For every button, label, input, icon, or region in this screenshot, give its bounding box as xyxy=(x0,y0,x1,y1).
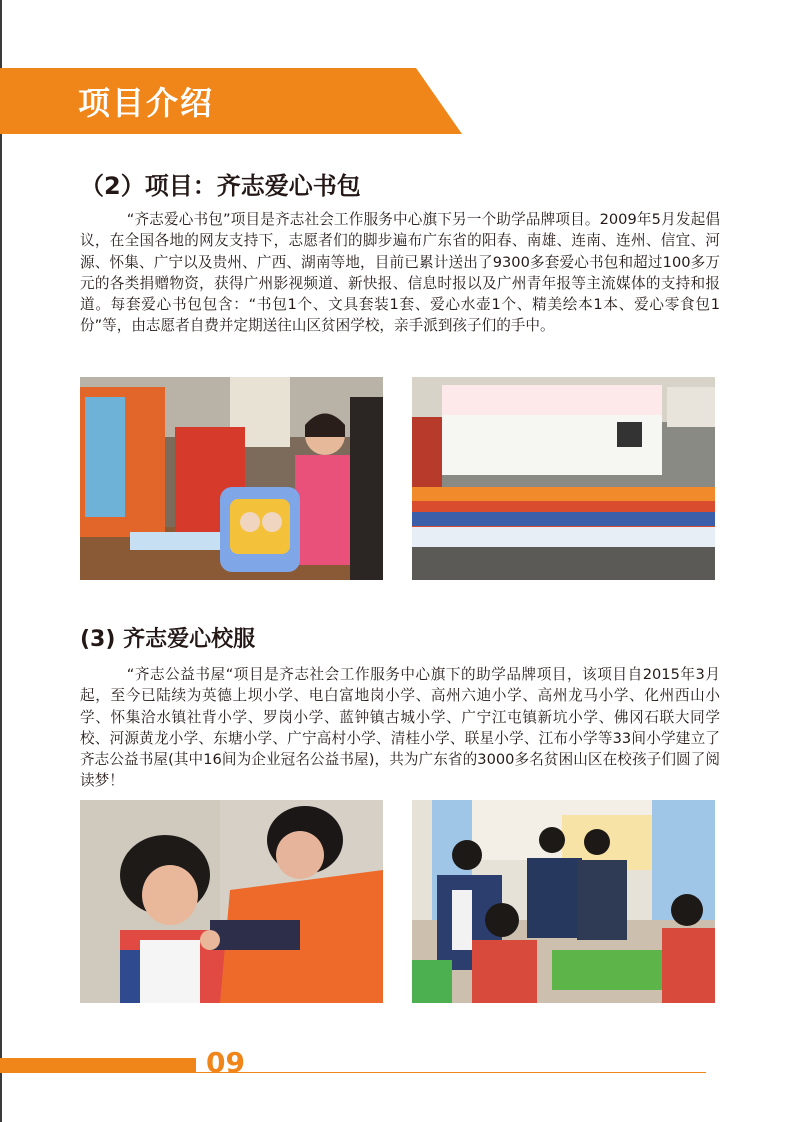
header-banner xyxy=(0,68,462,134)
page-title: 项目介绍 xyxy=(78,84,215,122)
footer-bar xyxy=(0,1058,196,1073)
photo-classroom-children xyxy=(412,800,715,1003)
page-left-rule xyxy=(0,0,2,1122)
footer-rule xyxy=(196,1072,706,1073)
section-title-uniform: (3) 齐志爱心校服 xyxy=(80,627,256,652)
banner-shape xyxy=(0,68,462,134)
section-body-backpack: “齐志爱心书包”项目是齐志社会工作服务中心旗下另一个助学品牌项目。2009年5月发起倡议，在全国各地的网友支持下，志愿者们的脚步遍布广东省的阳春、南雄、连南、连州、信宜、河源、怀集、广宁以及贵州、广西、湖南等地，目前已累计送出了9300多套爱心书包和超过100多万元的各类捐赠物资，获得广州影视频道、新快报、信息时报以及广州青年报等主流媒体的支持和报道。每套爱心书包包含：“书包1个、文具套装1套、爱心水壶1个、精美绘本1本、爱心零食包1份”等，由志愿者自费并定期送往山区贫困学校，亲手派到孩子们的手中。 xyxy=(80,211,720,335)
photo-volunteers-backpack xyxy=(80,377,383,580)
page-number: 09 xyxy=(206,1046,245,1079)
section-body-uniform: “齐志公益书屋“项目是齐志社会工作服务中心旗下的助学品牌项目，该项目自2015年3月起，至今已陆续为英德上坝小学、电白富地岗小学、高州六迪小学、高州龙马小学、化州西山小学、怀集洽水镇社背小学、罗岗小学、蓝钟镇古城小学、广宁江屯镇新坑小学、佛冈石联大同学校、河源黄龙小学、东塘小学、广宁高村小学、清桂小学、联星小学、江布小学等33间小学建立了齐志公益书屋(其中16间为企业冠名公益书屋)，共为广东省的3000多名贫困山区在校孩子们圆了阅读梦！ xyxy=(80,666,720,790)
section-title-backpack: （2）项目：齐志爱心书包 xyxy=(80,172,361,200)
photo-volunteer-dressing-girl xyxy=(80,800,383,1003)
photo-ceremony-group xyxy=(412,377,715,580)
